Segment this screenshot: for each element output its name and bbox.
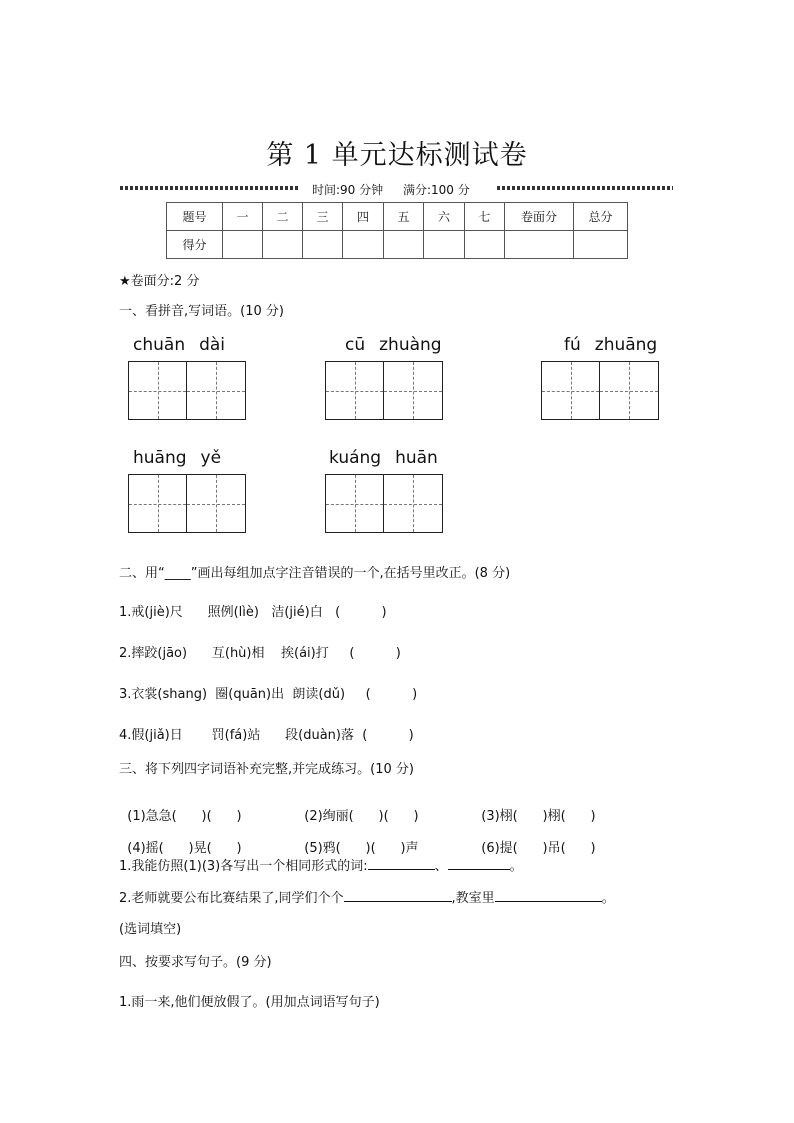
- pinyin-syllable: huān: [395, 448, 438, 468]
- section3-question-1: [119, 855, 523, 874]
- separator: 、: [434, 859, 448, 874]
- question-text: 2.老师就要公布比赛结果了,同学们个个: [119, 891, 344, 906]
- score-input-cell[interactable]: [303, 231, 343, 259]
- section2-question-2: 2.摔跤(jāo) 互(hù)相 挨(ái)打 ( ): [119, 646, 401, 661]
- answer-blank[interactable]: [495, 889, 602, 902]
- section2-question-4: 4.假(jiǎ)日 罚(fá)站 段(duàn)落 ( ): [119, 728, 414, 743]
- score-input-cell[interactable]: [424, 231, 465, 259]
- writing-grid-3: [541, 361, 659, 420]
- punctuation: 。: [509, 859, 523, 874]
- section3-heading: 三、将下列四字词语补充完整,并完成练习。(10 分): [119, 762, 414, 777]
- pinyin-syllable: cū: [345, 335, 366, 355]
- idiom-item: (3)栩( )栩( ): [481, 809, 596, 824]
- pinyin-syllable: chuān: [133, 335, 186, 355]
- character-box[interactable]: [384, 361, 443, 420]
- score-input-cell[interactable]: [263, 231, 303, 259]
- character-box[interactable]: [128, 361, 187, 420]
- section3-question-2: [119, 887, 615, 906]
- idiom-row-2: [119, 822, 596, 856]
- decorative-divider-right: [497, 186, 673, 190]
- section4-heading: 四、按要求写句子。(9 分): [119, 955, 272, 970]
- writing-grid-1: [128, 361, 246, 420]
- idiom-row-1: [119, 790, 596, 824]
- character-box[interactable]: [325, 361, 384, 420]
- section2-heading: 二、用“____”画出每组加点字注音错误的一个,在括号里改正。(8 分): [119, 566, 511, 581]
- answer-blank[interactable]: [344, 889, 452, 902]
- section2-question-3: 3.衣裳(shang) 圈(quān)出 朗读(dǔ) ( ): [119, 687, 418, 702]
- score-header-cell: 七: [465, 203, 505, 231]
- score-header-cell: 三: [303, 203, 343, 231]
- section4-question-1: 1.雨一来,他们便放假了。(用加点词语写句子): [119, 995, 380, 1010]
- score-input-cell[interactable]: [465, 231, 505, 259]
- section1-heading: 一、看拼音,写词语。(10 分): [119, 304, 284, 319]
- pinyin-group-5: [329, 448, 438, 468]
- score-row-label: 得分: [167, 231, 223, 259]
- character-box[interactable]: [600, 361, 659, 420]
- section3-note: (选词填空): [119, 922, 182, 937]
- pinyin-syllable: huāng: [133, 448, 187, 468]
- score-header-cell: 五: [384, 203, 424, 231]
- score-input-cell[interactable]: [505, 231, 574, 259]
- writing-grid-4: [128, 474, 246, 533]
- pinyin-syllable: kuáng: [329, 448, 382, 468]
- score-table-header-row: [167, 203, 628, 231]
- pinyin-syllable: fú: [564, 335, 581, 355]
- score-header-cell: 四: [343, 203, 384, 231]
- answer-blank[interactable]: [448, 857, 510, 870]
- score-header-cell: 题号: [167, 203, 223, 231]
- character-box[interactable]: [187, 474, 246, 533]
- score-header-cell: 总分: [574, 203, 628, 231]
- page-title: 第 1 单元达标测试卷: [266, 140, 528, 171]
- question-text: 1.我能仿照(1)(3)各写出一个相同形式的词:: [119, 859, 368, 874]
- neatness-note: ★卷面分:2 分: [119, 274, 200, 289]
- pinyin-syllable: zhuāng: [594, 335, 658, 355]
- section2-question-1: 1.戒(jiè)尺 照例(lìè) 洁(jié)白 ( ): [119, 605, 387, 620]
- score-input-cell[interactable]: [223, 231, 263, 259]
- decorative-divider-left: [120, 186, 298, 190]
- score-input-cell[interactable]: [343, 231, 384, 259]
- time-limit: 时间:90 分钟: [312, 183, 384, 197]
- character-box[interactable]: [325, 474, 384, 533]
- idiom-item: (1)急急( )( ): [127, 809, 242, 824]
- pinyin-syllable: dài: [199, 335, 226, 355]
- writing-grid-5: [325, 474, 443, 533]
- idiom-item: (5)鸦( )( )声: [304, 841, 419, 856]
- score-header-cell: 卷面分: [505, 203, 574, 231]
- pinyin-group-2: [345, 335, 442, 355]
- pinyin-group-3: [564, 335, 657, 355]
- score-header-cell: 一: [223, 203, 263, 231]
- score-header-cell: 二: [263, 203, 303, 231]
- idiom-item: (2)绚丽( )( ): [304, 809, 419, 824]
- pinyin-group-4: [133, 448, 221, 468]
- score-header-cell: 六: [424, 203, 465, 231]
- score-input-cell[interactable]: [384, 231, 424, 259]
- character-box[interactable]: [541, 361, 600, 420]
- full-score: 满分:100 分: [402, 183, 470, 197]
- idiom-item: (6)提( )吊( ): [481, 841, 596, 856]
- pinyin-group-1: [133, 335, 225, 355]
- punctuation: 。: [601, 891, 615, 906]
- idiom-item: (4)摇( )晃( ): [127, 841, 242, 856]
- character-box[interactable]: [384, 474, 443, 533]
- pinyin-syllable: yě: [200, 448, 222, 468]
- score-table: [166, 202, 628, 259]
- answer-blank[interactable]: [368, 857, 435, 870]
- character-box[interactable]: [128, 474, 187, 533]
- pinyin-syllable: zhuàng: [379, 335, 442, 355]
- question-text: ,教室里: [451, 891, 495, 906]
- writing-grid-2: [325, 361, 443, 420]
- character-box[interactable]: [187, 361, 246, 420]
- score-table-score-row: [167, 231, 628, 259]
- time-info: [312, 181, 470, 198]
- score-input-cell[interactable]: [574, 231, 628, 259]
